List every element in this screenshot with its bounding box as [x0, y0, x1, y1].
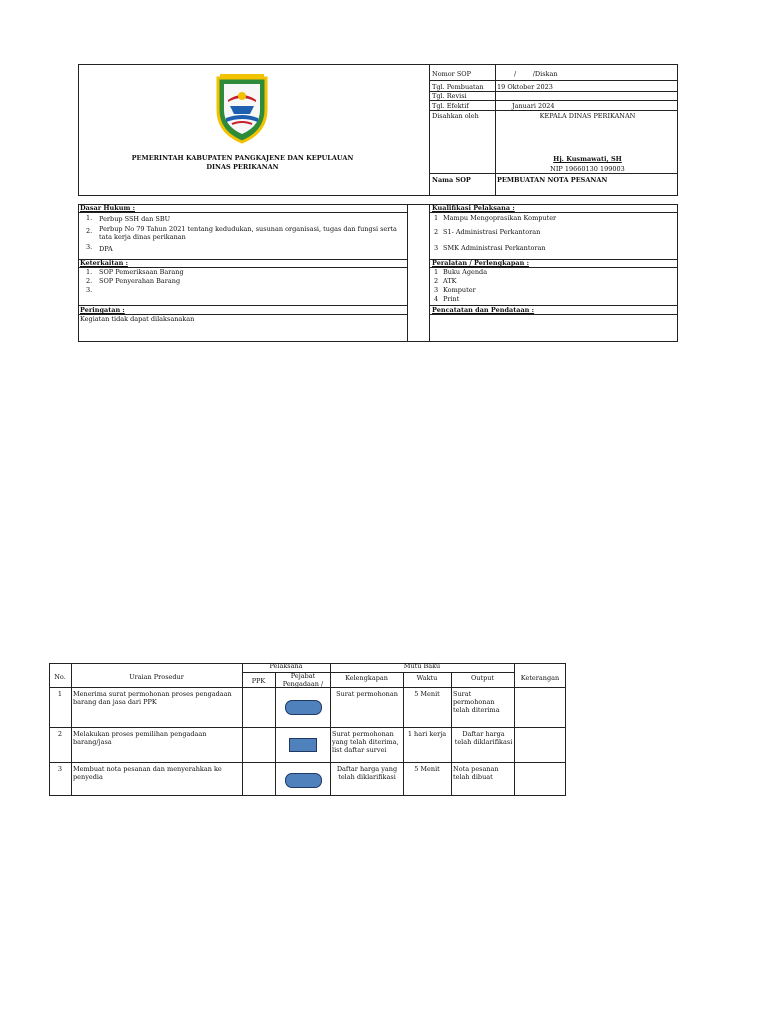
row3-output: Nota pesanan telah dibuat [453, 765, 499, 781]
keterkaitan-item-1: SOP Pemeriksaan Barang [99, 268, 184, 276]
kualifikasi-item-1: Mampu Mengoprasikan Komputer [443, 214, 557, 222]
keterkaitan-item-2: SOP Penyerahan Barang [99, 277, 181, 285]
col-header-uraian: Uraian Prosedur [129, 673, 184, 681]
row2-output: Daftar harga telah diklarifikasi [454, 730, 513, 746]
kualifikasi-num-2: 2 [434, 228, 439, 236]
row3-kelengkapan: Daftar harga yang telah diklarifikasi [336, 765, 398, 781]
peralatan-num-3: 3 [434, 286, 439, 294]
peralatan-item-3: Komputer [443, 286, 476, 294]
row2-waktu: 1 hari kerja [407, 730, 447, 738]
kualifikasi-num-1: 1 [434, 214, 439, 222]
kualifikasi-num-3: 3 [434, 244, 439, 252]
col-header-pejabat: Pejabat Pengadaan / [282, 672, 324, 688]
col-header-waktu: Waktu [416, 674, 438, 682]
regency-emblem-logo [212, 72, 272, 144]
nama-sop-label: Nama SOP [432, 176, 471, 184]
dasar-hukum-num-2: 2. [86, 227, 93, 235]
col-header-keterangan: Keterangan [520, 674, 560, 682]
row3-uraian: Membuat nota pesanan dan menyerahkan ke penyedia [73, 765, 222, 781]
tgl-pembuatan-value: 19 Oktober 2023 [497, 83, 553, 91]
peralatan-item-2: ATK [443, 277, 457, 285]
signer-name: Hj. Kusmawati, SH [553, 155, 622, 163]
row2-kelengkapan: Surat permohonan yang telah diterima, list daftar survei [332, 730, 399, 754]
col-header-pelaksana: Pelaksana [269, 662, 303, 670]
dasar-hukum-item-1: Perbup SSH dan SBU [99, 215, 171, 223]
keterkaitan-title: Keterkaitan : [80, 259, 128, 267]
peralatan-item-4: Print [443, 295, 460, 303]
col-header-ppk: PPK [251, 677, 266, 685]
nama-sop-value: PEMBUATAN NOTA PESANAN [497, 176, 608, 184]
peringatan-text: Kegiatan tidak dapat dilaksanakan [80, 315, 195, 323]
row2-no: 2 [57, 730, 63, 738]
nomor-sop-value: / /Diskan [514, 70, 558, 78]
kualifikasi-item-2: S1- Administrasi Perkantoran [443, 228, 541, 236]
disahkan-oleh-value: KEPALA DINAS PERIKANAN [539, 112, 636, 120]
dasar-hukum-title: Dasar Hukum : [80, 204, 136, 212]
nomor-sop-label: Nomor SOP [432, 70, 472, 78]
row1-no: 1 [57, 690, 63, 698]
row2-uraian: Melakukan proses pemilihan pengadaan barang/jasa [73, 730, 207, 746]
peralatan-num-4: 4 [434, 295, 439, 303]
col-header-kelengkapan: Kelengkapan [345, 674, 388, 682]
row1-waktu: 5 Menit [414, 690, 440, 698]
dasar-hukum-num-1: 1. [86, 214, 93, 222]
kualifikasi-title: Kualifikasi Pelaksana : [432, 204, 515, 212]
dasar-hukum-item-3: DPA [99, 245, 113, 253]
col-header-mutu-baku: Mutu Baku [403, 662, 441, 670]
dasar-hukum-num-3: 3. [86, 243, 93, 251]
keterkaitan-num-1: 1. [86, 268, 93, 276]
peringatan-title: Peringatan : [80, 306, 125, 314]
row1-output: Surat permohonan telah diterima [453, 690, 500, 714]
row1-kelengkapan: Surat permohonan [336, 690, 398, 698]
agency-title-line2: DINAS PERIKANAN [206, 163, 279, 171]
tgl-pembuatan-label: Tgl. Pembuatan [432, 83, 484, 91]
keterkaitan-num-2: 2. [86, 277, 93, 285]
pencatatan-title: Pencatatan dan Pendataan : [432, 306, 535, 314]
row1-uraian: Menerima surat permohonan proses pengadaan barang dan jasa dari PPK [73, 690, 232, 706]
keterkaitan-num-3: 3. [86, 286, 93, 294]
row3-flow-terminator [285, 773, 322, 788]
signer-nip: NIP 19660130 199003 [550, 165, 625, 173]
peralatan-num-2: 2 [434, 277, 439, 285]
peralatan-num-1: 1 [434, 268, 439, 276]
row1-flow-terminator [285, 700, 322, 715]
agency-title-line1: PEMERINTAH KABUPATEN PANGKAJENE DAN KEPULAUAN [131, 154, 354, 162]
col-header-output: Output [470, 674, 495, 682]
row3-waktu: 5 Menit [414, 765, 440, 773]
tgl-efektif-label: Tgl. Efektif [432, 102, 469, 110]
tgl-efektif-value: Januari 2024 [512, 102, 555, 110]
row2-flow-process [289, 738, 317, 752]
peralatan-title: Peralatan / Perlengkapan : [432, 259, 530, 267]
disahkan-oleh-label: Disahkan oleh [432, 112, 479, 120]
kualifikasi-item-3: SMK Administrasi Perkantoran [443, 244, 546, 252]
col-header-no: No. [54, 673, 66, 681]
dasar-hukum-item-2: Perbup No 79 Tahun 2021 tentang kedudukan, susunan organisasi, tugas dan fungsi serta tata kerja dinas perikanan [99, 225, 397, 241]
tgl-revisi-label: Tgl. Revisi [432, 92, 467, 100]
row3-no: 3 [57, 765, 63, 773]
peralatan-item-1: Buku Agenda [443, 268, 488, 276]
